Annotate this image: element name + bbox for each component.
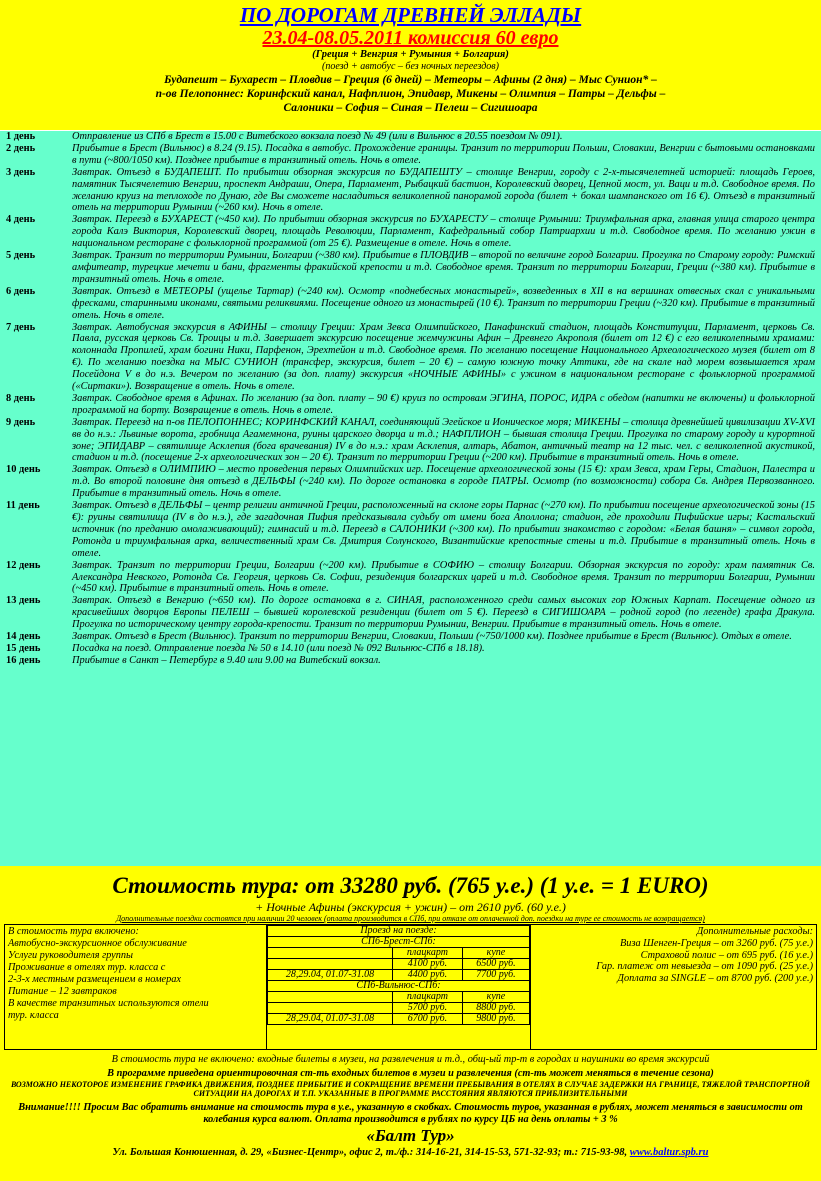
price-cell: 4100 руб. (393, 959, 463, 970)
route-line: Салоники – София – Синая – Пелеш – Сигишоара (283, 102, 538, 114)
day-row (0, 167, 821, 215)
day-row (0, 393, 821, 417)
day-label: 4 день (6, 214, 36, 226)
day-description: Завтрак. Отъезд в Брест (Вильнюс). Транзит по территории Венгрии, Словакии, Польши (~750/1000 км). Позднее прибытие в Брест (Вильнюс). Отдых в отеле. (72, 631, 792, 643)
day-description: Прибытие в Санкт – Петербург в 9.40 или 9.00 на Витебский вокзал. (72, 654, 381, 666)
day-description: Завтрак. Переезд в БУХАРЕСТ (~450 км). По прибытии обзорная экскурсия по БУХАРЕСТУ – столице Румынии: Триумфальная арка, главная улица старого центра города Калэ Виктория, Королевский дворец, площадь Революции, Парламент, Кафедральный собор Патриархии и т.д. Свободное время. По желанию ужин в национальном ресторане с фольклорной программой (от 25 €). Размещение в отеле. Ночь в отеле. (72, 214, 815, 250)
addon-price: + Ночные Афины (экскурсия + ужин) – от 2610 руб. (60 у.е.) (255, 900, 566, 914)
extra-title: Дополнительные расходы: (696, 926, 813, 937)
day-label: 13 день (6, 595, 41, 607)
train-title: Проезд на поезде: (268, 926, 530, 937)
website-link[interactable]: www.baltur.spb.ru (629, 1147, 709, 1158)
extra-item: Гар. платеж от невыезда – от 1090 руб. (25 у.е.) (596, 961, 813, 973)
day-description: Завтрак. Отъезд в ОЛИМПИЮ – место проведения первых Олимпийских игр. Посещение археологической зоны (15 €): храм Зевса, храм Геры, Стадион, Палестра и т.д. Во второй половине дня отъезд в ДЕЛЬФЫ (~240 км). По дороге остановка в городе ПАТРЫ. Осмотр (по возможности) собора Св. Андрея Первозванного. Прибытие в транзитный отель. Ночь в отеле. (72, 464, 815, 500)
day-description: Отправление из СПб в Брест в 15.00 с Витебского вокзала поезд № 49 (или в Вильнюс в 20.55 поездом № 091). (72, 131, 563, 142)
day-row (0, 417, 821, 465)
train-route: СПб-Брест-СПб: (268, 937, 530, 948)
day-description: Завтрак. Отъезд в ДЕЛЬФЫ – центр религии античной Греции, расположенный на склоне горы Парнас (~270 км). По прибытии посещение археологической зоны (15 €): руины святилища (IV в до н.э.), где загадочная Пифия предсказывала судьбу от имени бога Аполлона; стадион, где проходили Пифийские игры; Кастальский источник (по преданию омолаживающий); гимнасий и т.д. Переезд в САЛОНИКИ (~300 км). По прибытии знакомство с городом: «Белая башня» – символ города, Ротонда и триумфальная арка, величественный храм Св. Дмитрия Солунского, Византийские крепостные стены и т.д. Прибытие в транзитный отель. Ночь в отеле. (72, 500, 815, 559)
included-item: В качестве транзитных используются отели (8, 998, 209, 1009)
day-label: 8 день (6, 392, 36, 404)
day-row (0, 655, 821, 667)
day-description: Завтрак. Отъезд в МЕТЕОРЫ (ущелье Тартар) (~240 км). Осмотр «поднебесных монастырей», возведенных в XII в на вершинах отвесных скал с уникальными фресками, старинными иконами, святыми реликвиями. Посещение одного из монастырей (10 €). Транзит по территории Греции (~320 км). Прибытие в транзитный отель. Ночь в отеле. (72, 285, 815, 321)
price-cell: 9800 руб. (462, 1014, 529, 1025)
day-label: 11 день (6, 500, 40, 512)
included-title: В стоимость тура включено: (8, 926, 139, 937)
price-cell: 4400 руб. (393, 970, 463, 981)
route-line: п-ов Пелопоннес: Коринфский канал, Нафплион, Эпидавр, Микены – Олимпия – Патры – Дельфы – (155, 88, 666, 100)
day-label: 10 день (6, 464, 41, 476)
included-box (5, 925, 267, 1049)
route-line: Будапешт – Бухарест – Пловдив – Греция (6 дней) – Метеоры – Афины (2 дня) – Мыс Сунион* – (164, 74, 657, 86)
price-cell: 7700 руб. (462, 970, 529, 981)
day-row (0, 464, 821, 500)
not-included-line: В стоимость тура не включено: входные билеты в музеи, на развлечения и т.д., общ-ый тр-т в городах и наушники во время экскурсий (111, 1054, 710, 1065)
day-label: 14 день (6, 631, 41, 643)
attention-note: Внимание!!!! Просим Вас обратить внимание на стоимость тура в у.е., указанную в скобках. Стоимость туров, указанная в рублях, может меняться в зависимости от колебания курса валют. Оплата производится в рублях по курсу ЦБ на день оплаты + 3 % (18, 1102, 803, 1125)
day-row (0, 131, 821, 143)
included-item: тур. класса (8, 1010, 59, 1021)
tour-countries: (Греция + Венгрия + Румыния + Болгария) (312, 49, 509, 60)
day-row (0, 560, 821, 596)
day-row (0, 143, 821, 167)
extra-item: Виза Шенген-Греция – от 3260 руб. (75 у.е.) (620, 937, 813, 949)
schedule-warning: ВОЗМОЖНО НЕКОТОРОЕ ИЗМЕНЕНИЕ ГРАФИКА ДВИЖЕНИЯ, ПОЗДНЕЕ ПРИБЫТИЕ И СОКРАЩЕНИЕ ВРЕМЕНИ ПРЕБЫВАНИЯ В ОТЕЛЯХ В СЛУЧАЕ ЗАДЕРЖКИ НА ГРАНИЦЕ, ТЯЖЕЛОЙ ТРАНСПОРТНОЙ СИТУАЦИИ НА ДОРОГАХ И Т.П. УКАЗАННЫЕ В ПРОГРАММЕ РАССТОЯНИЯ ЯВЛЯЮТСЯ ПРИБЛИЗИТЕЛЬНЫМИ (10, 1080, 811, 1098)
day-label: 6 день (6, 285, 36, 297)
day-row (0, 595, 821, 631)
day-description: Завтрак. Переезд на п-ов ПЕЛОПОННЕС; КОРИНФСКИЙ КАНАЛ, соединяющий Эгейское и Ионическое моря; МИКЕНЫ – столица древнейшей цивилизации XV-XVI вв до н.э.: Львиные ворота, гробница Агамемнона, руины царского дворца и т.д.; НАФПЛИОН – бывшая столица Греции. Прогулка по старому городу и курортной зоне; ЭПИДАВР – святилище Асклепия (бога врачевания) IV в до н.э.: храм Асклепия, алтарь, Абатон, античный театр на 12 тыс. чел. с великолепной акустикой, стадион и т.д. (посещение 2-х археологических зон – 20 €). Транзит по территории Греции (~200 км). Прибытие в транзитный отель. Ночь в отеле. (72, 416, 815, 464)
price-cell: 8800 руб. (462, 1003, 529, 1014)
day-description: Посадка на поезд. Отправление поезда № 50 в 14.10 (или поезд № 092 Вильнюс-СПб в 18.18). (72, 642, 485, 654)
tour-price: Стоимость тура: от 33280 руб. (765 у.е.) (1 у.е. = 1 EURO) (112, 873, 709, 898)
extra-costs-box (531, 925, 816, 1049)
extra-item: Доплата за SINGLE – от 8700 руб. (200 у.е.) (617, 973, 813, 985)
pricing-section (0, 866, 821, 1181)
price-cell: 6700 руб. (393, 1014, 463, 1025)
day-label: 2 день (6, 142, 36, 154)
included-item: Услуги руководителя группы (8, 950, 134, 961)
day-description: Завтрак. Отъезд в БУДАПЕШТ. По прибытии обзорная экскурсия по БУДАПЕШТУ – столице Венгрии, городу с 2-х-тысячелетней историей: площадь Героев, памятник Тысячелетию Венгрии, проспект Андраши, Опера, Парламент, Рыбацкий бастион, Королевский дворец, Цепной мост, ул. Ваци и т.д. Свободное время. По желанию круиз на теплоходе по Дунаю, где Вы сможете насладиться великолепной панорамой города (билет + бокал шампанского от 16 €). Отъезд в транзитный отель на территории Румынии (~260 км). Ночь в отеле. (72, 166, 815, 214)
col-header: купе (462, 992, 529, 1003)
day-row (0, 214, 821, 250)
price-cell: 5700 руб. (393, 1003, 463, 1014)
day-label: 1 день (6, 131, 36, 142)
day-row (0, 500, 821, 560)
included-item: Автобусно-экскурсионное обслуживание (8, 938, 187, 949)
address-text: Ул. Большая Конюшенная, д. 29, «Бизнес-Центр», офис 2, т./ф.: 314-16-21, 314-15-53, 571-32-93; т.: 715-93-98, (112, 1147, 628, 1158)
period-cell: 28,29.04, 01.07-31.08 (268, 1014, 393, 1025)
day-row (0, 631, 821, 643)
train-box (267, 925, 531, 1049)
company-address (0, 1146, 821, 1159)
day-label: 9 день (6, 416, 36, 428)
extra-item: Страховой полис – от 695 руб. (16 у.е.) (640, 949, 813, 961)
included-item: 2-3-х местным размещением в номерах (8, 974, 181, 985)
day-description: Завтрак. Свободное время в Афинах. По желанию (за доп. плату – 90 €) круиз по островам ЭГИНА, ПОРОС, ИДРА с обедом (напитки не включены) и фольклорной программой на борту. Возвращение в отель. Ночь в отеле. (72, 392, 815, 416)
day-row (0, 250, 821, 286)
tour-transport: (поезд + автобус – без ночных переездов) (322, 61, 499, 72)
day-label: 3 день (6, 166, 36, 178)
col-header: плацкарт (393, 992, 463, 1003)
tour-title: ПО ДОРОГАМ ДРЕВНЕЙ ЭЛЛАДЫ (239, 3, 582, 27)
day-label: 7 день (6, 321, 36, 333)
tour-header (0, 0, 821, 130)
pricing-grid (4, 924, 817, 1050)
train-table (267, 925, 530, 1025)
day-description: Завтрак. Отъезд в Венгрию (~650 км). По дороге остановка в г. СИНАЯ, расположенного среди самых высоких гор Южных Карпат. Посещение одного из красивейших дворцов Европы ПЕЛЕШ – бывшей королевской резиденции (билет от 5 €). Переезд в СИГИШОАРА – родной город (по легенде) графа Дракула. Прогулка по историческому центру города-крепости. Транзит по территории Румынии, Венгрии. Прибытие в транзитный отель. Ночь в отеле. (72, 595, 815, 631)
day-description: Завтрак. Транзит по территории Румынии, Болгарии (~380 км). Прибытие в ПЛОВДИВ – второй по величине город Болгарии. Прогулка по Старому городу: Римский амфитеатр, турецкие мечети и бани, фрагменты фракийской крепости и т.д. Свободное время. Транзит по территории Болгарии, Греции (~380 км). Прибытие в транзитный отель. Ночь в отеле. (72, 250, 815, 285)
day-row (0, 643, 821, 655)
itinerary (0, 131, 821, 866)
day-row (0, 322, 821, 393)
day-description: Прибытие в Брест (Вильнюс) в 8.24 (9.15). Посадка в автобус. Прохождение границы. Транзит по территории Польши, Словакии, Венгрии с бытовыми остановками в пути (~800/1050 км). Позднее прибытие в транзитный отель. Ночь в отеле. (72, 142, 815, 166)
day-label: 15 день (6, 642, 41, 654)
included-item: Питание – 12 завтраков (8, 986, 117, 997)
day-description: Завтрак. Автобусная экскурсия в АФИНЫ – столицу Греции: Храм Зевса Олимпийского, Панафинский стадион, площадь Конституции, Парламент, церковь Св. Павла, русская церковь Св. Троицы и т.д. Завершает экскурсию посещение жемчужины Афин – Древнего Акрополя (билет от 12 €) с его великолепными храмами: колоннада Пропилей, храм богини Ники, Парфенон, Эрехтейон и т.д. Свободное время. По желанию посещение Национального Археологического музея (билет от 8 €). По желанию поездка на МЫС СУНИОН (трансфер, экскурсия, билет – 20 €) – самую южную точку Аттики, где на скале над морем возвышается храм Посейдона V в до н.э. Вечером по желанию (за доп. плату) экскурсия «НОЧНЫЕ АФИНЫ» с ужином в национальном ресторане с фольклорной программой («Сиртаки»). Возвращение в отель. Ночь в отеле. (72, 321, 815, 393)
day-label: 5 день (6, 250, 36, 262)
day-label: 16 день (6, 654, 41, 666)
period-cell: 28,29.04, 01.07-31.08 (268, 970, 393, 981)
included-item: Проживание в отелях тур. класса с (8, 962, 166, 973)
col-header: плацкарт (393, 948, 463, 959)
col-header: купе (462, 948, 529, 959)
tour-dates: 23.04-08.05.2011 комиссия 60 евро (262, 27, 559, 49)
day-row (0, 286, 821, 322)
company-name: «Балт Тур» (366, 1126, 455, 1145)
price-cell: 6500 руб. (462, 959, 529, 970)
program-note: В программе приведена ориентировочная ст-ть входных билетов в музеи и развлечения (ст-ть может меняться в течение сезона) (107, 1068, 714, 1079)
day-description: Завтрак. Транзит по территории Греции, Болгарии (~200 км). Прибытие в СОФИЮ – столицу Болгарии. Обзорная экскурсия по городу: храм памятник Св. Александра Невского, Ротонда Св. Георгия, церковь Св. Софии, резиденция болгарских царей и т.д. Свободное время. Транзит по территории Болгарии, Румынии (~450 км). Прибытие в транзитный отель. Ночь в отеле. (72, 559, 815, 595)
train-route: СПб-Вильнюс-СПб: (268, 981, 530, 992)
day-label: 12 день (6, 559, 41, 571)
extra-trips-note: Дополнительные поездки состоятся при наличии 20 человек (оплата производится в СПб, при отказе от оплаченной доп. поездки на туре ее стоимость не возвращается) (116, 914, 705, 923)
